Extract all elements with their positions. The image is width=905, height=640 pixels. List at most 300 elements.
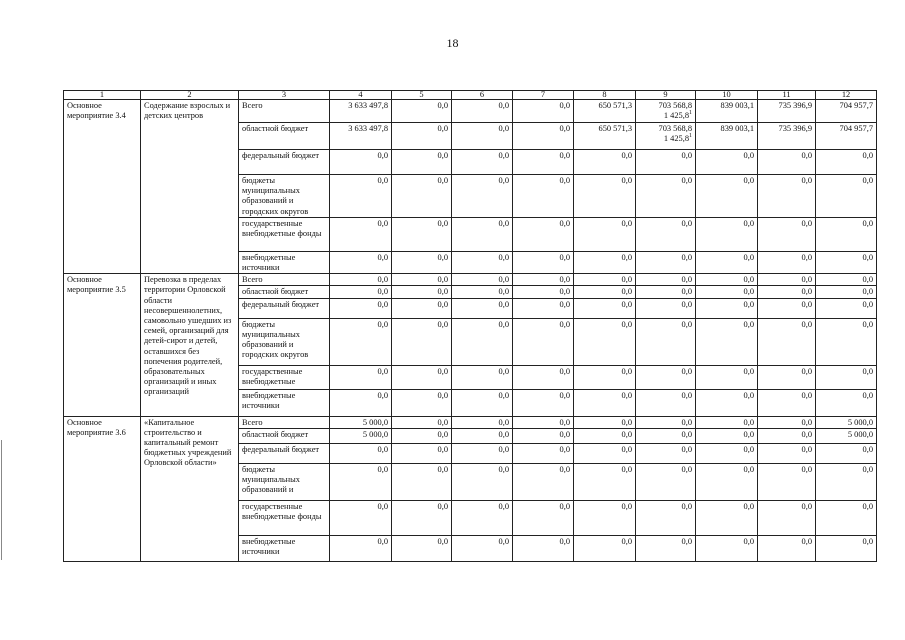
value: 0,0 — [498, 176, 509, 185]
value-cell — [816, 500, 877, 535]
value-cell — [816, 286, 877, 298]
value-cell — [330, 535, 392, 561]
value-cell — [392, 251, 452, 273]
value: 0,0 — [743, 151, 754, 160]
funding-source: федеральный бюджет — [239, 298, 330, 318]
value: 735 396,9 — [778, 101, 812, 110]
value-cell — [696, 251, 758, 273]
value-cell — [330, 123, 392, 150]
value: 0,0 — [498, 444, 509, 454]
value: 0,0 — [801, 151, 812, 160]
value-cell — [816, 100, 877, 123]
funding-source: внебюджетные источники — [239, 535, 330, 561]
value: 0,0 — [377, 390, 388, 400]
value-cell — [696, 123, 758, 150]
value-cell — [392, 150, 452, 175]
funding-source: Всего — [239, 100, 330, 123]
value-cell — [758, 318, 816, 365]
funding-source: областной бюджет — [239, 428, 330, 443]
value-cell — [452, 318, 513, 365]
value: 0,0 — [437, 176, 448, 185]
value-cell — [513, 318, 574, 365]
value-cell — [696, 175, 758, 218]
value-cell — [513, 463, 574, 500]
value: 0,0 — [377, 252, 388, 262]
table-row — [64, 416, 877, 428]
value: 0,0 — [621, 287, 632, 297]
value: 0,0 — [681, 501, 692, 511]
value: 0,0 — [559, 417, 570, 427]
value: 0,0 — [559, 429, 570, 439]
value-cell — [330, 175, 392, 218]
value-cell — [696, 100, 758, 123]
value: 0,0 — [559, 252, 570, 262]
value: 0,0 — [681, 218, 692, 228]
value: 0,0 — [498, 366, 509, 376]
value-cell — [696, 416, 758, 428]
value-cell — [452, 298, 513, 318]
value: 0,0 — [862, 299, 873, 309]
value-cell — [636, 123, 696, 150]
value-cell — [452, 286, 513, 298]
value: 839 003,1 — [720, 124, 754, 133]
value: 0,0 — [437, 101, 448, 110]
value-cell — [330, 365, 392, 389]
value: 0,0 — [377, 366, 388, 376]
value: 0,0 — [559, 151, 570, 160]
funding-source: бюджеты муниципальных образований и — [239, 463, 330, 500]
value: 0,0 — [743, 287, 754, 297]
value: 0,0 — [743, 417, 754, 427]
value-cell — [758, 500, 816, 535]
value: 0,0 — [498, 287, 509, 297]
value-cell — [696, 286, 758, 298]
value: 0,0 — [801, 417, 812, 427]
value: 735 396,9 — [778, 124, 812, 133]
value: 0,0 — [437, 287, 448, 297]
value-cell — [758, 175, 816, 218]
column-number: 2 — [141, 91, 239, 100]
value-cell — [330, 150, 392, 175]
value: 0,0 — [377, 176, 388, 185]
value-cell — [330, 318, 392, 365]
value-cell — [513, 535, 574, 561]
value-cell — [513, 251, 574, 273]
value: 0,0 — [621, 366, 632, 376]
value: 0,0 — [559, 176, 570, 185]
value: 0,0 — [377, 299, 388, 309]
value: 0,0 — [437, 151, 448, 160]
value: 0,0 — [801, 464, 812, 474]
value: 0,0 — [437, 124, 448, 133]
column-number: 11 — [758, 91, 816, 100]
value-cell — [452, 463, 513, 500]
value: 0,0 — [862, 319, 873, 329]
value-cell — [636, 416, 696, 428]
funding-source: государственные внебюджетные — [239, 365, 330, 389]
value: 0,0 — [559, 390, 570, 400]
value: 5 000,0 — [847, 429, 873, 439]
value: 0,0 — [559, 464, 570, 474]
column-number: 5 — [392, 91, 452, 100]
value: 0,0 — [437, 464, 448, 474]
value-cell — [696, 318, 758, 365]
value-cell — [452, 416, 513, 428]
value: 0,0 — [559, 287, 570, 297]
value-cell — [816, 251, 877, 273]
value: 0,0 — [498, 417, 509, 427]
value: 703 568,8 — [658, 124, 692, 133]
value: 0,0 — [862, 151, 873, 160]
value-cell — [574, 500, 636, 535]
value: 0,0 — [681, 319, 692, 329]
value-cell — [758, 443, 816, 463]
value-cell — [392, 500, 452, 535]
value-cell — [392, 298, 452, 318]
value: 0,0 — [801, 536, 812, 546]
funding-source: областной бюджет — [239, 286, 330, 298]
value-cell — [696, 389, 758, 416]
value: 0,0 — [437, 366, 448, 376]
funding-source: Всего — [239, 416, 330, 428]
value-cell — [452, 389, 513, 416]
value: 704 957,7 — [839, 101, 873, 110]
value-cell — [452, 428, 513, 443]
value-cell — [452, 150, 513, 175]
value-cell — [816, 389, 877, 416]
value: 0,0 — [681, 444, 692, 454]
value-cell — [330, 443, 392, 463]
value-cell — [636, 500, 696, 535]
value: 0,0 — [743, 252, 754, 262]
value-cell — [513, 175, 574, 218]
value-cell — [758, 274, 816, 286]
value-cell — [758, 365, 816, 389]
value: 0,0 — [437, 299, 448, 309]
value: 0,0 — [743, 275, 754, 285]
value: 0,0 — [377, 151, 388, 160]
value-cell — [758, 428, 816, 443]
value: 0,0 — [559, 536, 570, 546]
footnote-mark: 1 — [689, 110, 692, 117]
value-cell — [636, 428, 696, 443]
value-cell — [574, 443, 636, 463]
value: 0,0 — [437, 390, 448, 400]
value: 0,0 — [681, 429, 692, 439]
value-cell — [636, 175, 696, 218]
value: 0,0 — [862, 501, 873, 511]
value-cell — [636, 286, 696, 298]
value-cell — [816, 443, 877, 463]
value-cell — [392, 416, 452, 428]
value-cell — [452, 365, 513, 389]
value-cell — [452, 251, 513, 273]
value: 0,0 — [559, 319, 570, 329]
value-cell — [330, 389, 392, 416]
value: 0,0 — [743, 444, 754, 454]
funding-source: Всего — [239, 274, 330, 286]
value-cell — [574, 389, 636, 416]
value-cell — [816, 217, 877, 251]
column-number: 1 — [64, 91, 141, 100]
value: 0,0 — [743, 536, 754, 546]
value-cell — [696, 443, 758, 463]
value-cell — [816, 274, 877, 286]
value-cell — [636, 150, 696, 175]
value: 0,0 — [437, 444, 448, 454]
value-cell — [513, 365, 574, 389]
funding-source: областной бюджет — [239, 123, 330, 150]
value-cell — [636, 251, 696, 273]
value: 5 000,0 — [847, 417, 873, 427]
value: 0,0 — [621, 252, 632, 262]
value: 0,0 — [377, 319, 388, 329]
value-cell — [392, 428, 452, 443]
value-cell — [696, 500, 758, 535]
value: 0,0 — [801, 444, 812, 454]
value: 0,0 — [621, 464, 632, 474]
value: 0,0 — [559, 501, 570, 511]
value: 0,0 — [377, 275, 388, 285]
value: 0,0 — [743, 429, 754, 439]
value-cell — [452, 123, 513, 150]
value: 0,0 — [801, 287, 812, 297]
value: 0,0 — [498, 319, 509, 329]
value-cell — [758, 298, 816, 318]
value-cell — [816, 318, 877, 365]
value-cell — [392, 463, 452, 500]
value-cell — [513, 389, 574, 416]
value: 0,0 — [862, 366, 873, 376]
table-row — [64, 100, 877, 123]
value-cell — [513, 443, 574, 463]
value: 0,0 — [801, 366, 812, 376]
value-cell — [513, 274, 574, 286]
value: 0,0 — [862, 275, 873, 285]
value-cell — [758, 535, 816, 561]
value: 0,0 — [498, 218, 509, 228]
value: 0,0 — [621, 417, 632, 427]
value-cell — [636, 389, 696, 416]
value: 0,0 — [498, 275, 509, 285]
value-cell — [330, 298, 392, 318]
activity-name: Основное мероприятие 3.6 — [64, 416, 141, 561]
value: 0,0 — [681, 275, 692, 285]
value: 0,0 — [681, 176, 692, 185]
value: 0,0 — [377, 287, 388, 297]
value-cell — [636, 535, 696, 561]
value-cell — [513, 123, 574, 150]
value-cell — [452, 500, 513, 535]
value: 0,0 — [498, 151, 509, 160]
value: 0,0 — [377, 218, 388, 228]
value: 0,0 — [743, 299, 754, 309]
value: 0,0 — [498, 536, 509, 546]
value-cell — [452, 274, 513, 286]
value-cell — [392, 389, 452, 416]
value: 0,0 — [743, 319, 754, 329]
value: 0,0 — [801, 319, 812, 329]
value-cell — [816, 150, 877, 175]
value-cell — [696, 150, 758, 175]
value: 3 633 497,8 — [348, 124, 388, 133]
value: 0,0 — [801, 299, 812, 309]
column-number: 7 — [513, 91, 574, 100]
value-cell — [574, 150, 636, 175]
value: 703 568,8 — [658, 101, 692, 110]
value-cell — [392, 535, 452, 561]
value-cell — [330, 274, 392, 286]
value: 0,0 — [681, 252, 692, 262]
value: 0,0 — [498, 101, 509, 110]
value-cell — [392, 286, 452, 298]
value: 0,0 — [437, 275, 448, 285]
column-number-row — [64, 91, 877, 100]
value: 0,0 — [743, 501, 754, 511]
activity-name: Основное мероприятие 3.5 — [64, 274, 141, 416]
value-cell — [513, 100, 574, 123]
value: 0,0 — [498, 501, 509, 511]
column-number: 6 — [452, 91, 513, 100]
value-cell — [758, 286, 816, 298]
value-cell — [574, 318, 636, 365]
value: 0,0 — [498, 299, 509, 309]
value: 0,0 — [801, 501, 812, 511]
value: 0,0 — [559, 275, 570, 285]
value: 0,0 — [621, 444, 632, 454]
value: 3 633 497,8 — [348, 101, 388, 110]
value: 0,0 — [621, 176, 632, 185]
column-number: 12 — [816, 91, 877, 100]
value: 0,0 — [862, 218, 873, 228]
value-cell — [330, 217, 392, 251]
value: 0,0 — [862, 444, 873, 454]
value: 0,0 — [377, 536, 388, 546]
value: 0,0 — [498, 464, 509, 474]
value-cell — [330, 500, 392, 535]
value-cell — [816, 463, 877, 500]
value: 0,0 — [743, 176, 754, 185]
value-cell — [696, 365, 758, 389]
activity-description: Перевозка в пределах территории Орловской области несовершеннолетних, самовольно ушедших из семей, организаций для детей-сирот и детей, оставшихся без попечения родителей, образовательных организаций и иных организаций — [141, 274, 239, 416]
value: 0,0 — [498, 252, 509, 262]
activity-description: Содержание взрослых и детских центров — [141, 100, 239, 274]
value: 5 000,0 — [362, 429, 388, 439]
value: 0,0 — [862, 176, 873, 185]
value-cell — [696, 298, 758, 318]
value-cell — [574, 535, 636, 561]
value-cell — [816, 535, 877, 561]
value-cell — [574, 365, 636, 389]
value-cell — [758, 389, 816, 416]
value: 0,0 — [621, 429, 632, 439]
value-extra — [639, 111, 692, 121]
funding-source: внебюджетные источники — [239, 389, 330, 416]
value: 0,0 — [801, 252, 812, 262]
value: 0,0 — [801, 176, 812, 185]
value-cell — [574, 217, 636, 251]
table-row — [64, 274, 877, 286]
value-cell — [513, 416, 574, 428]
funding-source: федеральный бюджет — [239, 150, 330, 175]
scan-edge-mark — [1, 440, 2, 560]
value-cell — [452, 535, 513, 561]
value-cell — [574, 428, 636, 443]
value-cell — [758, 123, 816, 150]
value: 0,0 — [681, 366, 692, 376]
value-cell — [636, 217, 696, 251]
value-cell — [574, 416, 636, 428]
value: 0,0 — [559, 101, 570, 110]
value: 0,0 — [681, 464, 692, 474]
value-cell — [696, 428, 758, 443]
funding-source: государственные внебюджетные фонды — [239, 500, 330, 535]
value-cell — [574, 100, 636, 123]
value: 0,0 — [801, 275, 812, 285]
value: 0,0 — [621, 299, 632, 309]
value-cell — [392, 123, 452, 150]
value: 0,0 — [621, 151, 632, 160]
value: 0,0 — [498, 124, 509, 133]
funding-source: внебюджетные источники — [239, 251, 330, 273]
value: 704 957,7 — [839, 124, 873, 133]
value-cell — [452, 175, 513, 218]
value-cell — [574, 123, 636, 150]
activity-description: «Капитальное строительство и капитальный ремонт бюджетных учреждений Орловской области» — [141, 416, 239, 561]
value-cell — [392, 443, 452, 463]
value: 0,0 — [559, 124, 570, 133]
value-cell — [330, 463, 392, 500]
value: 0,0 — [621, 218, 632, 228]
value-cell — [636, 318, 696, 365]
value: 0,0 — [621, 390, 632, 400]
value: 0,0 — [498, 429, 509, 439]
value-cell — [636, 298, 696, 318]
value-cell — [330, 100, 392, 123]
value: 0,0 — [681, 299, 692, 309]
value: 0,0 — [681, 390, 692, 400]
value: 0,0 — [801, 218, 812, 228]
value: 0,0 — [681, 417, 692, 427]
value-cell — [758, 416, 816, 428]
value-cell — [452, 217, 513, 251]
value: 0,0 — [743, 390, 754, 400]
value: 0,0 — [377, 444, 388, 454]
value: 0,0 — [862, 252, 873, 262]
value: 0,0 — [621, 501, 632, 511]
value-cell — [392, 217, 452, 251]
value: 0,0 — [437, 218, 448, 228]
value-cell — [758, 100, 816, 123]
activity-name: Основное мероприятие 3.4 — [64, 100, 141, 274]
value: 0,0 — [801, 390, 812, 400]
value-cell — [513, 150, 574, 175]
value-cell — [696, 463, 758, 500]
funding-source: бюджеты муниципальных образований и городских округов — [239, 175, 330, 218]
value: 0,0 — [862, 464, 873, 474]
value-cell — [392, 274, 452, 286]
funding-source: государственные внебюджетные фонды — [239, 217, 330, 251]
value-cell — [392, 100, 452, 123]
value: 0,0 — [681, 287, 692, 297]
value-cell — [758, 251, 816, 273]
value: 0,0 — [377, 464, 388, 474]
value: 0,0 — [743, 366, 754, 376]
value: 0,0 — [862, 390, 873, 400]
value-cell — [758, 150, 816, 175]
value-cell — [758, 217, 816, 251]
value-cell — [330, 286, 392, 298]
